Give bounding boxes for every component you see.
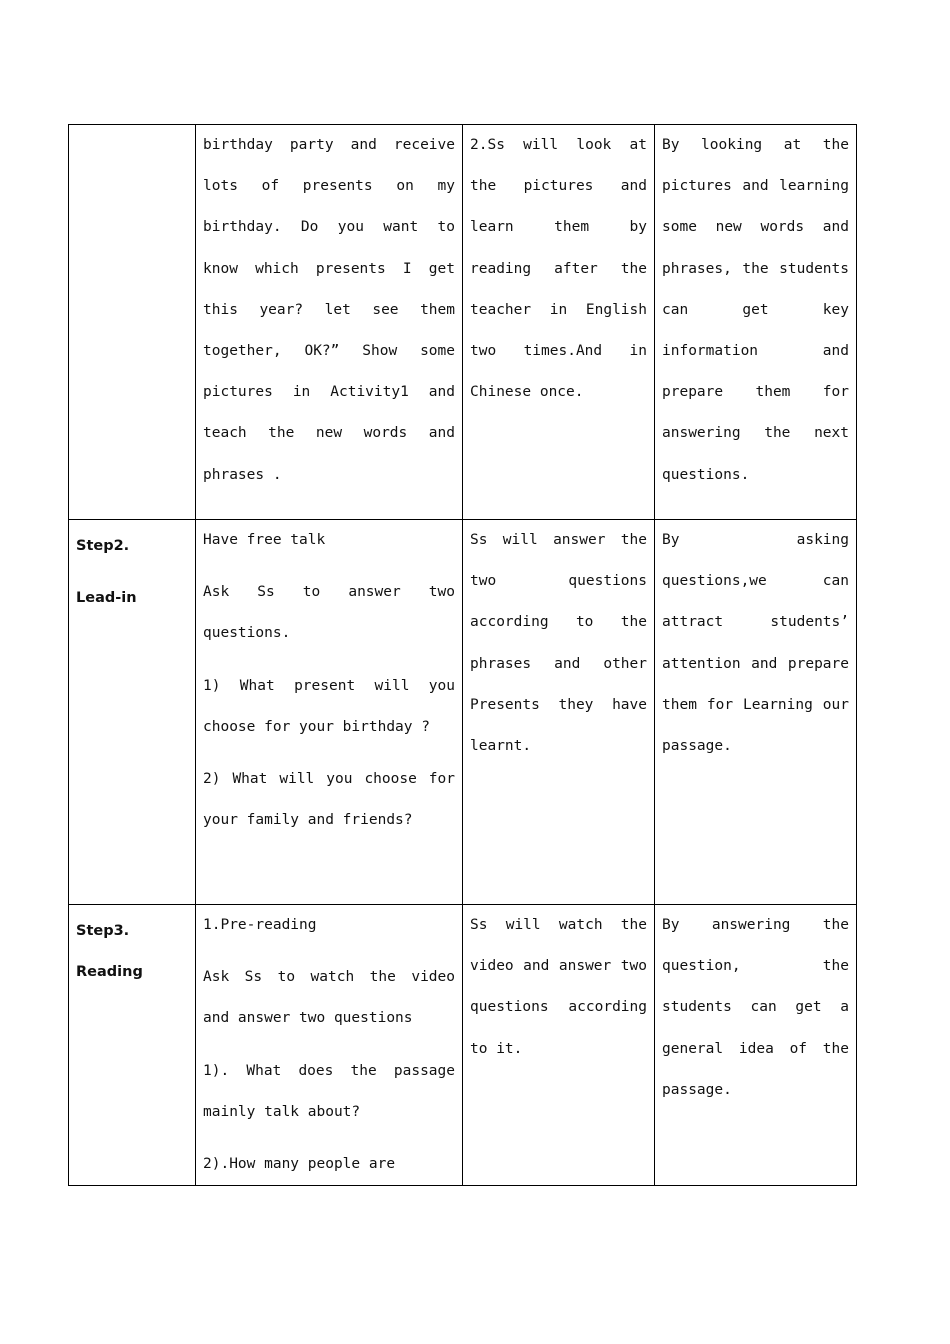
student-activity-cell xyxy=(463,905,655,1186)
student-activity-text: 2.Ss will look at the pictures and learn them by reading after the teacher in English two times.And in Chinese once. xyxy=(470,137,647,401)
table-row xyxy=(69,905,857,1186)
teacher-activity-cell xyxy=(196,125,463,520)
teacher-activity-text: 1.Pre-reading xyxy=(203,917,317,933)
table-row xyxy=(69,520,857,905)
teacher-activity-text: Have free talk xyxy=(203,532,326,548)
teacher-activity-text: 2).How many people are xyxy=(203,1156,396,1173)
stage-label: Reading xyxy=(76,964,143,980)
purpose-text: By looking at the pictures and learning some new words and phrases, the students can get key information and prepare them for answering the next questions. xyxy=(662,137,849,483)
step-label: Step3. xyxy=(76,923,130,939)
purpose-text: By asking questions,we can attract students’ attention and prepare them for Learning our passage. xyxy=(662,532,849,755)
student-activity-cell xyxy=(463,520,655,905)
teacher-activity-text: 2) What will you choose for your family and friends? xyxy=(203,771,455,829)
student-activity-text: Ss will watch the video and answer two questions according to it. xyxy=(470,917,647,1057)
teacher-activity-cell xyxy=(196,905,463,1186)
student-activity-cell xyxy=(463,125,655,520)
step-cell xyxy=(69,125,196,520)
teacher-activity-cell xyxy=(196,520,463,905)
step-cell xyxy=(69,905,196,1186)
teacher-activity-text: 1). What does the passage mainly talk about? xyxy=(203,1062,455,1120)
teacher-activity-text: Ask Ss to answer two questions. xyxy=(203,584,455,642)
purpose-cell xyxy=(655,520,857,905)
step-cell xyxy=(69,520,196,905)
student-activity-text: Ss will answer the two questions according to the phrases and other Presents they have learnt. xyxy=(470,532,647,755)
table-row xyxy=(69,125,857,520)
purpose-cell xyxy=(655,905,857,1186)
teacher-activity-text: birthday party and receive lots of presents on my birthday. Do you want to know which presents I get this year? let see them together, OK?” Show some pictures in Activity1 and teach the new words and phrases . xyxy=(203,137,455,483)
lesson-plan-table xyxy=(68,124,857,1186)
step-label: Step2. xyxy=(76,538,130,554)
purpose-cell xyxy=(655,125,857,520)
teacher-activity-text: Ask Ss to watch the video and answer two questions xyxy=(203,969,455,1027)
teacher-activity-text: 1) What present will you choose for your birthday ? xyxy=(203,677,455,735)
stage-label: Lead-in xyxy=(76,590,137,606)
purpose-text: By answering the question, the students can get a general idea of the passage. xyxy=(662,917,849,1098)
